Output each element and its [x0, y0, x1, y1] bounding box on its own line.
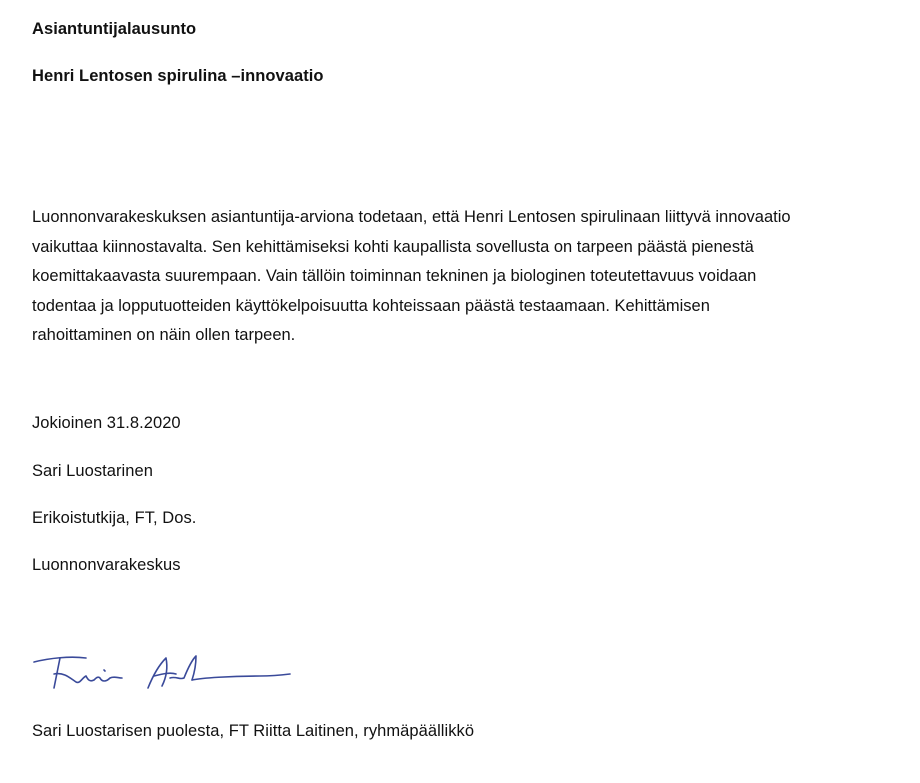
paragraph-line: Luonnonvarakeskuksen asiantuntija-arviona todetaan, että Henri Lentosen spirulinaan liittyvä innovaatio [32, 208, 791, 226]
organization-name: Luonnonvarakeskus [32, 556, 181, 574]
on-behalf-line: Sari Luostarisen puolesta, FT Riitta Laitinen, ryhmäpäällikkö [32, 722, 475, 740]
place-date: Jokioinen 31.8.2020 [32, 414, 181, 432]
paragraph-line: koemittakaavasta suurempaan. Vain tällöin toiminnan tekninen ja biologinen toteutettavuus voidaan [32, 267, 757, 286]
document-subheading: Henri Lentosen spirulina –innovaatio [32, 67, 324, 85]
paragraph-line: vaikuttaa kiinnostavalta. Sen kehittämiseksi kohti kaupallista sovellusta on tarpeen päästä pienestä [32, 237, 754, 256]
document-heading: Asiantuntijalausunto [32, 20, 197, 38]
paragraph-line: todentaa ja lopputuotteiden käyttökelpoisuutta kohteissaan päästä testaamaan. Kehittämisen [32, 296, 710, 315]
statement-paragraph [32, 203, 902, 351]
handwritten-signature [30, 648, 300, 694]
signer-name: Sari Luostarinen [32, 462, 153, 480]
signer-title: Erikoistutkija, FT, Dos. [32, 509, 197, 527]
paragraph-line: rahoittaminen on näin ollen tarpeen. [32, 326, 296, 345]
